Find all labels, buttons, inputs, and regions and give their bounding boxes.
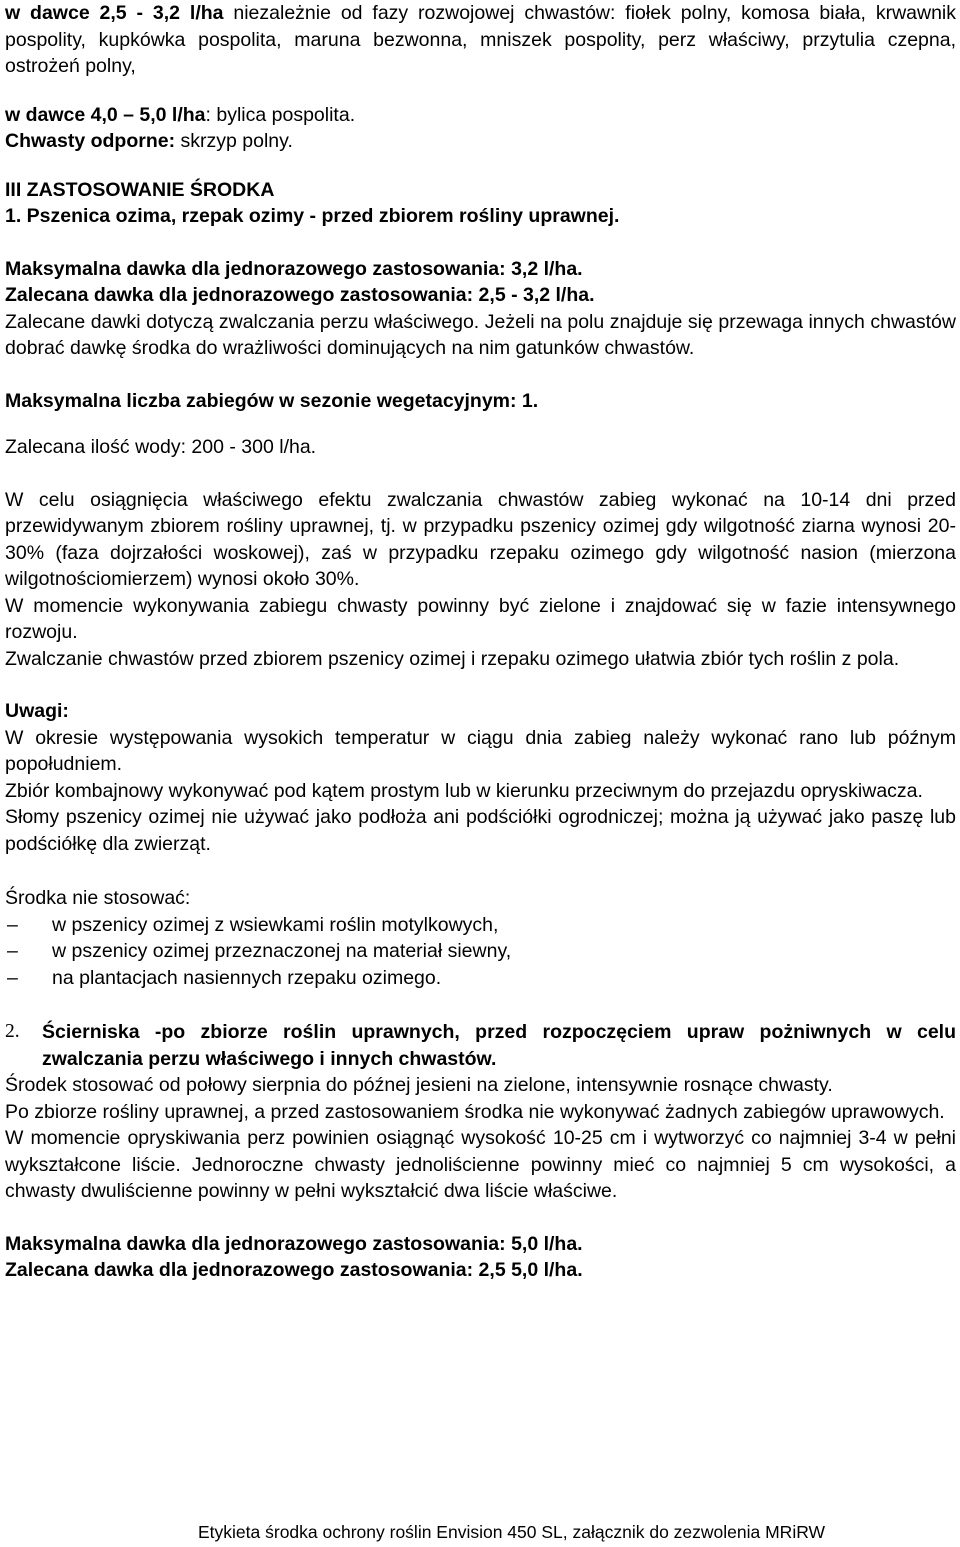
notes-heading: Uwagi: xyxy=(5,700,69,722)
note-harvest-direction: Zbiór kombajnowy wykonywać pod kątem prostym lub w kierunku przeciwnym do przejazdu opryskiwacza. xyxy=(5,779,923,802)
dose-2-text: : bylica pospolita. xyxy=(205,103,356,126)
note-straw: Słomy pszenicy ozimej nie używać jako podłoża ani podściółki ogrodniczej; można ją używać jako paszę lub podściółkę dla zwierząt. xyxy=(5,806,956,855)
do-not-use-heading: Środka nie stosować: xyxy=(5,887,191,909)
stubble-timing: Środek stosować od połowy sierpnia do późnej jesieni na zielone, intensywnie rosnące chwasty. xyxy=(5,1074,833,1096)
note-temperature: W okresie występowania wysokich temperatur w ciągu dnia zabieg należy wykonać rano lub późnym popołudniem. xyxy=(5,726,956,775)
subsection-2-heading-row xyxy=(5,1019,956,1072)
subsection-2-heading: Ścierniska -po zbiorze roślin uprawnych, przed rozpoczęciem upraw pożniwnych w celu zwalczania perzu właściwego i innych chwastów. xyxy=(42,1021,956,1070)
weeds-state-paragraph: W momencie wykonywania zabiegu chwasty powinny być zielone i znajdować się w fazie intensywnego rozwoju. xyxy=(5,594,956,643)
dose-2-label: w dawce 4,0 – 5,0 l/ha xyxy=(5,103,206,126)
list-item: – w pszenicy ozimej z wsiewkami roślin motylkowych, xyxy=(5,912,956,939)
section-heading: III ZASTOSOWANIE ŚRODKA xyxy=(5,178,275,201)
harvest-paragraph: Zwalczanie chwastów przed zbiorem pszenicy ozimej i rzepaku ozimego ułatwia zbiór tych roślin z pola. xyxy=(5,647,900,670)
page-footer: Etykieta środka ochrony roślin Envision 450 SL, załącznik do zezwolenia MRiRW xyxy=(198,1522,826,1542)
stubble-weed-stage: W momencie opryskiwania perz powinien osiągnąć wysokość 10-25 cm i wytworzyć co najmniej 3-4 w pełni wykształcone liście. Jednoroczne chwasty jednoliścienne powinny mieć co najmniej 5 cm wysokości, a chwasty dwuliścienne powinny w pełni wykształcić dwa liście właściwe. xyxy=(5,1127,956,1202)
dose-1-label: w dawce 2,5 - 3,2 l/ha xyxy=(5,2,224,24)
max-dose-2: Maksymalna dawka dla jednorazowego zastosowania: 5,0 l/ha. xyxy=(5,1232,583,1255)
max-treatments: Maksymalna liczba zabiegów w sezonie wegetacyjnym: 1. xyxy=(5,389,539,412)
subsection-number: 2. xyxy=(5,1021,20,1042)
stubble-no-tillage: Po zbiorze rośliny uprawnej, a przed zastosowaniem środka nie wykonywać żadnych zabiegów uprawowych. xyxy=(5,1100,945,1123)
subsection-1-heading: 1. Pszenica ozima, rzepak ozimy - przed zbiorem rośliny uprawnej. xyxy=(5,205,620,227)
resistant-text: skrzyp polny. xyxy=(175,130,293,152)
document-page xyxy=(5,0,956,1284)
do-not-use-list xyxy=(5,912,956,992)
resistant-label: Chwasty odporne: xyxy=(5,130,176,152)
resistant-weeds xyxy=(5,128,956,155)
intro-dose-1 xyxy=(5,0,956,80)
list-item: – na plantacjach nasiennych rzepaku ozimego. xyxy=(5,965,956,992)
timing-paragraph: W celu osiągnięcia właściwego efektu zwalczania chwastów zabieg wykonać na 10-14 dni przed przewidywanym zbiorem rośliny uprawnej, tj. w przypadku pszenicy ozimej gdy wilgotność ziarna wynosi 20-30% (faza dojrzałości woskowej), zaś w przypadku rzepaku ozimego gdy wilgotność nasion (mierzona wilgotnościomierzem) wynosi około 30%. xyxy=(5,488,956,590)
max-dose-1: Maksymalna dawka dla jednorazowego zastosowania: 3,2 l/ha. xyxy=(5,257,583,280)
dose-1-text: niezależnie od fazy rozwojowej chwastów: fiołek polny, komosa biała, krwawnik pospolity, kupkówka pospolita, maruna bezwonna, mniszek pospolity, perz właściwy, przytulia czepna, ostrożeń polny, xyxy=(5,2,957,77)
intro-dose-2 xyxy=(5,102,956,129)
recommended-dose-note: Zalecane dawki dotyczą zwalczania perzu właściwego. Jeżeli na polu znajduje się przewaga innych chwastów dobrać dawkę środka do wrażliwości dominujących na nim gatunków chwastów. xyxy=(5,310,956,359)
recommended-dose-1: Zalecana dawka dla jednorazowego zastosowania: 2,5 - 3,2 l/ha. xyxy=(5,284,595,306)
water-amount: Zalecana ilość wody: 200 - 300 l/ha. xyxy=(5,436,317,458)
list-item: – w pszenicy ozimej przeznaczonej na materiał siewny, xyxy=(5,938,956,965)
recommended-dose-2: Zalecana dawka dla jednorazowego zastosowania: 2,5 5,0 l/ha. xyxy=(5,1259,583,1281)
